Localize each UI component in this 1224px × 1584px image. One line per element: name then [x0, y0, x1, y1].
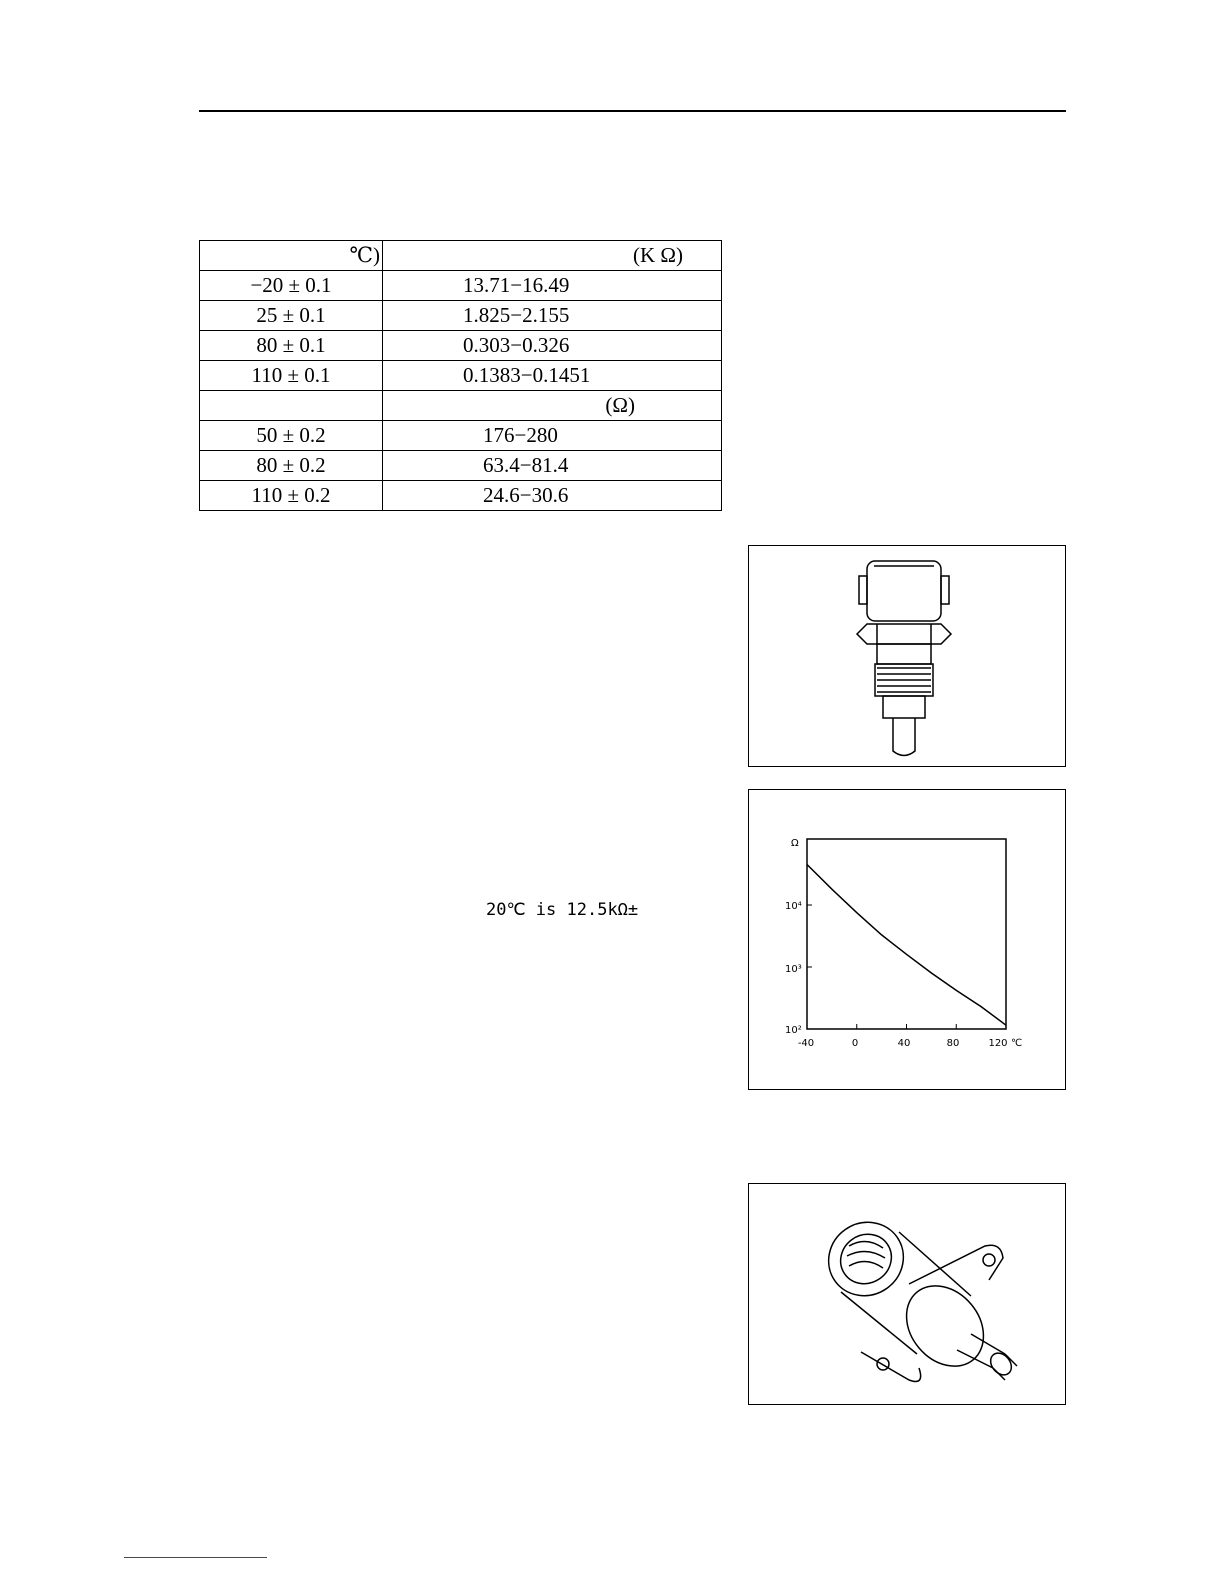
x-tick-label: 40	[897, 1038, 911, 1049]
resistance-cell: 0.303−0.326	[383, 331, 722, 361]
table-header-row	[200, 241, 722, 271]
x-tick-label: -40	[797, 1038, 815, 1049]
x-axis-label: ℃	[1011, 1038, 1023, 1049]
resistance-note: 20℃ is 12.5kΩ±	[486, 900, 639, 920]
temp-cell: 110 ± 0.1	[200, 361, 383, 391]
temp-cell: 80 ± 0.1	[200, 331, 383, 361]
table-row	[200, 451, 722, 481]
idle-valve-drawing	[749, 1184, 1065, 1404]
resistance-cell: 13.71−16.49	[383, 271, 722, 301]
temp-cell: 110 ± 0.2	[200, 481, 383, 511]
resistance-header-cell: (K Ω)	[383, 241, 722, 271]
temp-cell: 50 ± 0.2	[200, 421, 383, 451]
resistance-cell: 63.4−81.4	[383, 451, 722, 481]
resistance-cell: 0.1383−0.1451	[383, 361, 722, 391]
resistance-subheader-cell: (Ω)	[383, 391, 722, 421]
header-rule	[199, 110, 1066, 112]
temperature-sensor-figure	[748, 545, 1066, 767]
table-row	[200, 331, 722, 361]
y-tick-label: 10²	[785, 1025, 802, 1036]
y-tick-label: 10⁴	[785, 901, 802, 912]
resistance-chart-figure	[748, 789, 1066, 1090]
resistance-curve-chart	[749, 790, 1065, 1089]
table-row	[200, 271, 722, 301]
footer-link-rule	[124, 1557, 267, 1558]
x-tick-label: 80	[946, 1038, 960, 1049]
y-axis-label: Ω	[791, 838, 799, 849]
resistance-curve-line	[807, 865, 1006, 1026]
x-tick-label: 0	[851, 1038, 859, 1049]
temp-cell: 80 ± 0.2	[200, 451, 383, 481]
resistance-cell: 24.6−30.6	[383, 481, 722, 511]
temperature-sensor-drawing	[749, 546, 1065, 766]
temp-header-cell: ℃)	[200, 241, 383, 271]
resistance-cell: 1.825−2.155	[383, 301, 722, 331]
table-row	[200, 481, 722, 511]
y-tick-label: 10³	[785, 964, 802, 975]
table-row	[200, 421, 722, 451]
idle-valve-figure	[748, 1183, 1066, 1405]
temp-cell: −20 ± 0.1	[200, 271, 383, 301]
temp-cell: 25 ± 0.1	[200, 301, 383, 331]
resistance-cell: 176−280	[383, 421, 722, 451]
table-row	[200, 301, 722, 331]
sensor-resistance-table	[199, 240, 722, 511]
plot-frame	[807, 839, 1006, 1029]
table-subheader-row	[200, 391, 722, 421]
temp-subheader-cell	[200, 391, 383, 421]
table-row	[200, 361, 722, 391]
x-tick-label: 120	[988, 1038, 1008, 1049]
